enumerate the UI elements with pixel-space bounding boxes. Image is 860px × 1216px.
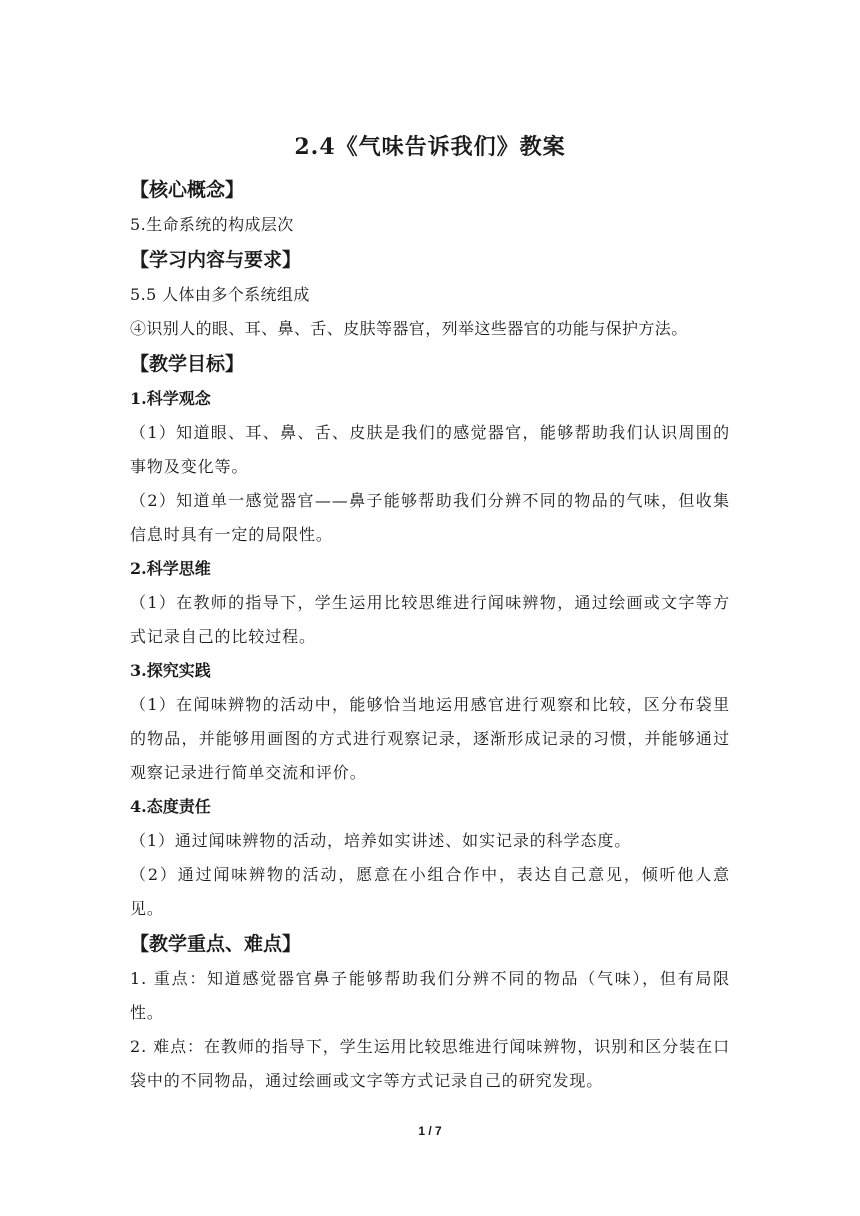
goal-subheading: 4.态度责任	[130, 797, 211, 816]
keypoint-item: 1. 重点：知道感觉器官鼻子能够帮助我们分辨不同的物品（气味），但有局限性。	[130, 969, 730, 1022]
core-line: 5.生命系统的构成层次	[130, 215, 294, 234]
goal-item: （2）知道单一感觉器官——鼻子能够帮助我们分辨不同的物品的气味，但收集信息时具有一定的局限性。	[130, 491, 730, 544]
keypoint-item: 2. 难点：在教师的指导下，学生运用比较思维进行闻味辨物，识别和区分装在口袋中的不同物品，通过绘画或文字等方式记录自己的研究发现。	[130, 1037, 730, 1090]
goal-item: （1）通过闻味辨物的活动，培养如实讲述、如实记录的科学态度。	[130, 831, 632, 850]
goal-item: （1）在闻味辨物的活动中，能够恰当地运用感官进行观察和比较，区分布袋里的物品，并能够用画图的方式进行观察记录，逐渐形成记录的习惯，并能够通过观察记录进行简单交流和评价。	[130, 695, 730, 782]
document-title: 2.4《气味告诉我们》教案	[294, 134, 566, 160]
document-body	[130, 172, 730, 1098]
section-heading-keypoints: 【教学重点、难点】	[130, 933, 302, 955]
goal-item: （1）在教师的指导下，学生运用比较思维进行闻味辨物，通过绘画或文字等方式记录自己的比较过程。	[130, 593, 730, 646]
content-line: 5.5 人体由多个系统组成	[130, 285, 310, 304]
goal-item: （2）通过闻味辨物的活动，愿意在小组合作中，表达自己意见，倾听他人意见。	[130, 865, 730, 918]
page-number: 1 / 7	[418, 1124, 442, 1138]
goal-subheading: 1.科学观念	[130, 389, 211, 408]
section-heading-goals: 【教学目标】	[130, 353, 245, 375]
content-line: ④识别人的眼、耳、鼻、舌、皮肤等器官，列举这些器官的功能与保护方法。	[130, 319, 688, 338]
goal-subheading: 2.科学思维	[130, 559, 211, 578]
goal-subheading: 3.探究实践	[130, 661, 211, 680]
section-heading-core: 【核心概念】	[130, 179, 245, 201]
section-heading-content: 【学习内容与要求】	[130, 249, 302, 271]
goal-item: （1）知道眼、耳、鼻、舌、皮肤是我们的感觉器官，能够帮助我们认识周围的事物及变化等。	[130, 423, 730, 476]
